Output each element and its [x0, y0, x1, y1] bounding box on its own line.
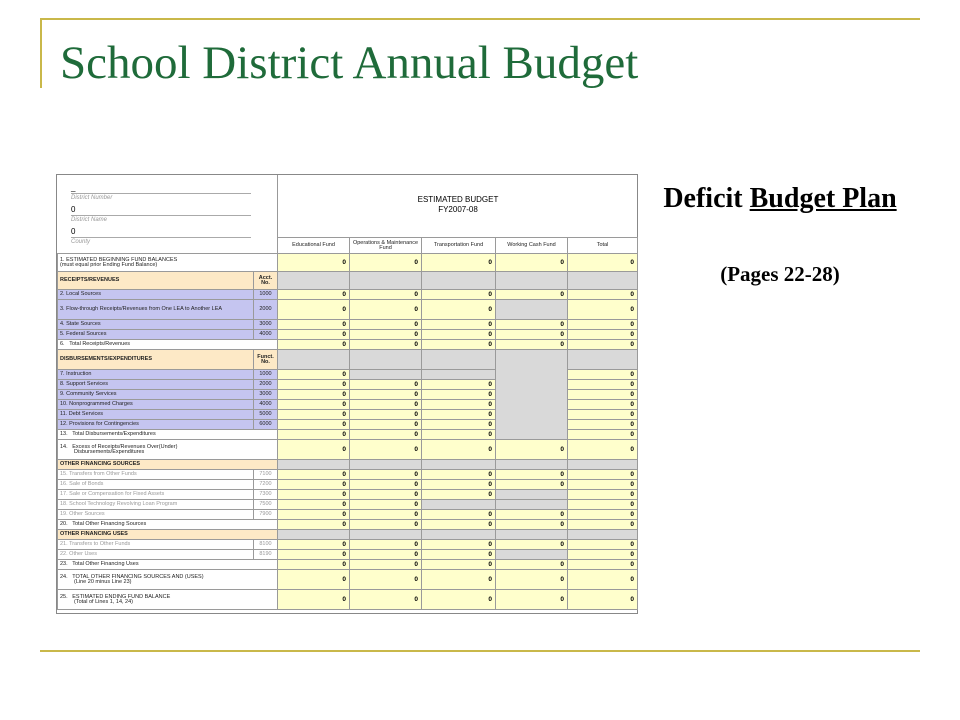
row-code: 6000 — [254, 420, 278, 430]
underline — [71, 193, 251, 194]
cell-value: 0 — [496, 570, 568, 590]
cell-value[interactable]: 0 — [350, 410, 422, 420]
cell-value: 0 — [422, 340, 496, 350]
cell-value[interactable]: 0 — [422, 254, 496, 272]
top-decorative-line — [40, 18, 920, 20]
cell-value[interactable]: 0 — [422, 300, 496, 320]
cell-value: 0 — [568, 340, 638, 350]
row-label: 24. TOTAL OTHER FINANCING SOURCES AND (USES) (Line 20 minus Line 23) — [58, 570, 278, 590]
cell-value[interactable]: 0 — [350, 510, 422, 520]
row-label: 5. Federal Sources — [58, 330, 254, 340]
cell-value[interactable]: 0 — [422, 480, 496, 490]
table-row — [58, 550, 638, 560]
row-code: 7500 — [254, 500, 278, 510]
row-label: 21. Transfers to Other Funds — [58, 540, 254, 550]
row-label: 11. Debt Services — [58, 410, 254, 420]
form-title-line1: ESTIMATED BUDGET — [417, 195, 499, 204]
cell-value[interactable]: 0 — [350, 400, 422, 410]
underline — [71, 215, 251, 216]
row-label: 15. Transfers from Other Funds — [58, 470, 254, 480]
cell-value[interactable]: 0 — [278, 420, 350, 430]
cell-value[interactable]: 0 — [278, 480, 350, 490]
cell-value[interactable]: 0 — [278, 400, 350, 410]
row-label: 10. Nonprogrammed Charges — [58, 400, 254, 410]
cell-value[interactable]: 0 — [496, 480, 568, 490]
cell-value: 0 — [568, 380, 638, 390]
cell-value[interactable]: 0 — [422, 540, 496, 550]
table-row — [58, 540, 638, 550]
cell-value: 0 — [422, 440, 496, 460]
district-name-value: 0 — [71, 205, 76, 214]
row-code: 2000 — [254, 300, 278, 320]
cell-value[interactable]: 0 — [350, 290, 422, 300]
cell-value[interactable]: 0 — [422, 470, 496, 480]
cell-value[interactable]: 0 — [350, 550, 422, 560]
form-title — [279, 195, 637, 215]
section-header-row — [58, 272, 638, 290]
cell-value: 0 — [496, 520, 568, 530]
form-title-line2: FY2007-08 — [438, 205, 478, 214]
row-code: 4000 — [254, 330, 278, 340]
cell-value[interactable]: 0 — [350, 540, 422, 550]
row-label: 7. Instruction — [58, 370, 254, 380]
row-label: 3. Flow-through Receipts/Revenues from One LEA to Another LEA — [58, 300, 254, 320]
row-code: 7200 — [254, 480, 278, 490]
district-number-field — [71, 183, 251, 203]
cell-value: 0 — [422, 590, 496, 610]
side-heading — [650, 182, 910, 216]
col-working-cash: Working Cash Fund — [496, 238, 568, 254]
row-label: 4. State Sources — [58, 320, 254, 330]
table-row — [58, 330, 638, 340]
cell-value: 0 — [496, 560, 568, 570]
cell-value: 0 — [496, 340, 568, 350]
cell-value: 0 — [568, 440, 638, 460]
section-header-row — [58, 350, 638, 370]
cell-value: 0 — [568, 370, 638, 380]
cell-value[interactable]: 0 — [278, 500, 350, 510]
cell-value[interactable]: 0 — [278, 390, 350, 400]
ofs-header: OTHER FINANCING SOURCES — [58, 460, 278, 470]
district-number-label: District Number — [71, 195, 113, 201]
row-label: 2. Local Sources — [58, 290, 254, 300]
cell-value: 0 — [568, 590, 638, 610]
cell-value: 0 — [422, 430, 496, 440]
row-label: 22. Other Uses — [58, 550, 254, 560]
cell-value[interactable]: 0 — [350, 254, 422, 272]
cell-value[interactable]: 0 — [278, 290, 350, 300]
cell-value[interactable]: 0 — [422, 410, 496, 420]
cell-value: 0 — [568, 400, 638, 410]
row-label: 19. Other Sources — [58, 510, 254, 520]
cell-value: 0 — [278, 430, 350, 440]
cell-value: 0 — [422, 520, 496, 530]
row-label: 1. ESTIMATED BEGINNING FUND BALANCES (must equal prior Ending Fund Balance) — [58, 254, 278, 272]
cell-value[interactable]: 0 — [422, 420, 496, 430]
cell-value: 0 — [496, 590, 568, 610]
row-label: 16. Sale of Bonds — [58, 480, 254, 490]
cell-value[interactable]: 0 — [422, 550, 496, 560]
budget-form — [56, 174, 638, 614]
row-code: 7300 — [254, 490, 278, 500]
total-row — [58, 570, 638, 590]
cell-value[interactable]: 0 — [278, 330, 350, 340]
cell-value: 0 — [350, 340, 422, 350]
side-subheading: (Pages 22-28) — [720, 262, 840, 286]
total-row — [58, 590, 638, 610]
cell-value[interactable]: 0 — [422, 510, 496, 520]
cell-value[interactable]: 0 — [496, 290, 568, 300]
row-code: 1000 — [254, 290, 278, 300]
cell-value[interactable]: 0 — [496, 510, 568, 520]
cell-value[interactable]: 0 — [350, 320, 422, 330]
cell-value: 0 — [278, 520, 350, 530]
cell-value[interactable]: 0 — [278, 300, 350, 320]
table-row — [58, 300, 638, 320]
heading-underlined: Budget Plan — [749, 183, 897, 214]
row-code: 5000 — [254, 410, 278, 420]
cell-value: 0 — [568, 330, 638, 340]
cell-value[interactable]: 0 — [350, 500, 422, 510]
cell-value: 0 — [568, 540, 638, 550]
cell-value: 0 — [350, 440, 422, 460]
cell-value: 0 — [278, 590, 350, 610]
cell-value[interactable]: 0 — [278, 410, 350, 420]
cell-value: 0 — [568, 560, 638, 570]
cell-value — [496, 500, 568, 510]
cell-value[interactable]: 0 — [496, 540, 568, 550]
cell-value: 0 — [278, 340, 350, 350]
cell-value[interactable]: 0 — [278, 380, 350, 390]
col-transportation: Transportation Fund — [422, 238, 496, 254]
table-row — [58, 500, 638, 510]
cell-value[interactable]: 0 — [422, 330, 496, 340]
cell-value[interactable]: 0 — [278, 510, 350, 520]
total-row — [58, 520, 638, 530]
row-label: 12. Provisions for Contingencies — [58, 420, 254, 430]
cell-value: 0 — [568, 500, 638, 510]
table-row — [58, 290, 638, 300]
cell-value[interactable]: 0 — [278, 490, 350, 500]
heading-prefix: Deficit — [663, 183, 743, 214]
table-row — [58, 320, 638, 330]
funct-no-header: Funct. No. — [254, 350, 278, 370]
section-header-row — [58, 530, 638, 540]
table-row — [58, 470, 638, 480]
cell-value: 0 — [568, 430, 638, 440]
row-label: 9. Community Services — [58, 390, 254, 400]
table-row — [58, 510, 638, 520]
row-code: 1000 — [254, 370, 278, 380]
cell-value — [422, 370, 496, 380]
cell-value[interactable]: 0 — [278, 370, 350, 380]
row-code: 8190 — [254, 550, 278, 560]
row-label: 13. Total Disbursements/Expenditures — [58, 430, 278, 440]
cell-value: 0 — [350, 570, 422, 590]
table-row — [58, 480, 638, 490]
row-code: 3000 — [254, 390, 278, 400]
row-label: 17. Sale or Compensation for Fixed Assets — [58, 490, 254, 500]
row-label: 23. Total Other Financing Uses — [58, 560, 278, 570]
cell-value — [496, 550, 568, 560]
cell-value[interactable]: 0 — [350, 480, 422, 490]
cell-value[interactable]: 0 — [422, 490, 496, 500]
district-number-value: _ — [71, 183, 76, 192]
cell-value[interactable]: 0 — [422, 400, 496, 410]
row-label: 18. School Technology Revolving Loan Program — [58, 500, 254, 510]
cell-value — [422, 500, 496, 510]
cell-value[interactable]: 0 — [496, 330, 568, 340]
bottom-decorative-line — [40, 650, 920, 652]
disbursements-header: DISBURSEMENTS/EXPENDITURES — [58, 350, 254, 370]
cell-value: 0 — [568, 490, 638, 500]
cell-value[interactable]: 0 — [350, 380, 422, 390]
cell-value: 0 — [568, 410, 638, 420]
cell-value[interactable]: 0 — [350, 390, 422, 400]
cell-value[interactable]: 0 — [350, 300, 422, 320]
ofu-header: OTHER FINANCING USES — [58, 530, 278, 540]
cell-value[interactable]: 0 — [496, 320, 568, 330]
cell-value: 0 — [496, 440, 568, 460]
table-row — [58, 490, 638, 500]
cell-value[interactable]: 0 — [422, 390, 496, 400]
row-label: 8. Support Services — [58, 380, 254, 390]
cell-value[interactable]: 0 — [350, 420, 422, 430]
total-row — [58, 340, 638, 350]
cell-value[interactable]: 0 — [350, 470, 422, 480]
cell-value[interactable]: 0 — [350, 330, 422, 340]
row-label: 14. Excess of Receipts/Revenues Over(Under) Disbursements/Expenditures — [58, 440, 278, 460]
table-row — [58, 440, 638, 460]
col-educational: Educational Fund — [278, 238, 350, 254]
cell-value: 0 — [568, 570, 638, 590]
cell-value: 0 — [278, 440, 350, 460]
slide-title: School District Annual Budget — [60, 37, 639, 89]
cell-value: 0 — [568, 290, 638, 300]
cell-value: 0 — [568, 300, 638, 320]
cell-value: 0 — [568, 550, 638, 560]
cell-value: 0 — [350, 520, 422, 530]
cell-value[interactable]: 0 — [278, 470, 350, 480]
row-label: 25. ESTIMATED ENDING FUND BALANCE (Total of Lines 1, 14, 24) — [58, 590, 278, 610]
cell-value[interactable]: 0 — [496, 254, 568, 272]
cell-value: 0 — [568, 320, 638, 330]
county-value: 0 — [71, 227, 76, 236]
row-code: 4000 — [254, 400, 278, 410]
section-header-row — [58, 460, 638, 470]
cell-value[interactable]: 0 — [278, 254, 350, 272]
cell-value — [496, 300, 568, 320]
cell-value: 0 — [422, 570, 496, 590]
cell-value: 0 — [278, 570, 350, 590]
cell-value: 0 — [568, 390, 638, 400]
col-total: Total — [568, 238, 638, 254]
cell-value: 0 — [568, 510, 638, 520]
cell-value[interactable]: 0 — [278, 550, 350, 560]
row-label: 6. Total Receipts/Revenues — [58, 340, 278, 350]
row-code: 8100 — [254, 540, 278, 550]
cell-value[interactable]: 0 — [422, 290, 496, 300]
col-om: Operations & Maintenance Fund — [350, 238, 422, 254]
total-row — [58, 560, 638, 570]
district-name-field — [71, 205, 251, 225]
cell-value: 0 — [568, 480, 638, 490]
cell-value[interactable]: 0 — [278, 320, 350, 330]
cell-value: 0 — [350, 590, 422, 610]
row-code: 7100 — [254, 470, 278, 480]
cell-value[interactable]: 0 — [278, 540, 350, 550]
county-label: County — [71, 239, 91, 245]
cell-value: 0 — [568, 470, 638, 480]
row-code: 2000 — [254, 380, 278, 390]
cell-value — [496, 490, 568, 500]
acct-no-header: Acct. No. — [254, 272, 278, 290]
cell-value: 0 — [350, 430, 422, 440]
receipts-header: RECEIPTS/REVENUES — [58, 272, 254, 290]
cell-value — [350, 370, 422, 380]
cell-value: 0 — [568, 520, 638, 530]
left-decorative-line — [40, 18, 42, 88]
row-label: 20. Total Other Financing Sources — [58, 520, 278, 530]
row-code: 7900 — [254, 510, 278, 520]
cell-value: 0 — [422, 560, 496, 570]
cell-value: 0 — [278, 560, 350, 570]
cell-value: 0 — [568, 420, 638, 430]
budget-table — [57, 237, 638, 610]
row-code: 3000 — [254, 320, 278, 330]
table-row — [58, 254, 638, 272]
cell-value[interactable]: 0 — [350, 490, 422, 500]
district-name-label: District Name — [71, 217, 108, 223]
cell-value: 0 — [568, 254, 638, 272]
cell-value[interactable]: 0 — [496, 470, 568, 480]
cell-value[interactable]: 0 — [422, 380, 496, 390]
cell-value[interactable]: 0 — [422, 320, 496, 330]
cell-value: 0 — [350, 560, 422, 570]
